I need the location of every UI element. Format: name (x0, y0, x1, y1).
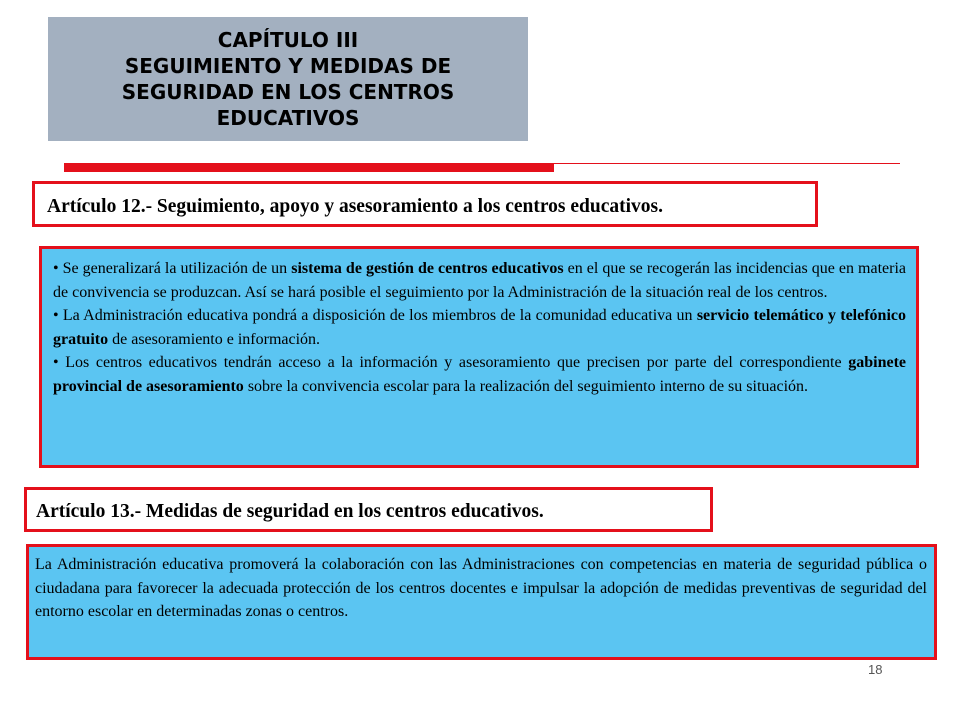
article-12-heading (32, 181, 818, 227)
title-divider-thin (554, 163, 900, 164)
bullet-emphasis: servicio telemático y telefónico gratuito (53, 307, 906, 348)
chapter-title-line: CAPÍTULO III (217, 28, 359, 52)
bullet-text: de asesoramiento e información. (108, 330, 321, 348)
page-number: 18 (868, 662, 883, 677)
bullet-text: en el que se recogerán las incidencias que en materia de convivencia se produzcan. Así se hará posible el seguimiento por la Administración de la situación real de los centros. (53, 260, 906, 301)
article-12-body (39, 246, 919, 468)
bullet-text: sobre la convivencia escolar para la realización del seguimiento interno de su situación. (243, 377, 809, 395)
article-12-bullet (53, 304, 906, 351)
chapter-title-line: SEGURIDAD EN LOS CENTROS (121, 80, 455, 104)
bullet-text: • Se generalizará la utilización de un (53, 260, 292, 277)
bullet-text: • Los centros educativos tendrán acceso a la información y asesoramiento que precisen por parte del correspondiente (53, 354, 849, 372)
article-13-heading (24, 487, 713, 532)
chapter-title-box (48, 17, 528, 141)
title-divider-thick (64, 163, 554, 172)
article-13-heading-text: Artículo 13.- Medidas de seguridad en los centros educativos. (36, 501, 544, 522)
article-12-bullet (53, 257, 906, 304)
article-12-heading-text: Artículo 12.- Seguimiento, apoyo y asesoramiento a los centros educativos. (47, 196, 664, 217)
bullet-emphasis: gabinete provincial de asesoramiento (53, 354, 906, 395)
bullet-emphasis: sistema de gestión de centros educativos (291, 260, 564, 277)
bullet-text: • La Administración educativa pondrá a disposición de los miembros de la comunidad educativa un (53, 307, 697, 325)
article-13-body (26, 544, 937, 660)
article-12-bullet (53, 351, 906, 398)
chapter-title-line: SEGUIMIENTO Y MEDIDAS DE (124, 54, 452, 78)
article-13-paragraph: La Administración educativa promoverá la colaboración con las Administraciones con competencias en materia de seguridad pública o ciudadana para favorecer la adecuada protección de los centros docentes e impulsar la adopción de medidas preventivas de seguridad del entorno escolar en determinadas zonas o centros. (35, 556, 927, 621)
chapter-title-line: EDUCATIVOS (216, 106, 360, 130)
